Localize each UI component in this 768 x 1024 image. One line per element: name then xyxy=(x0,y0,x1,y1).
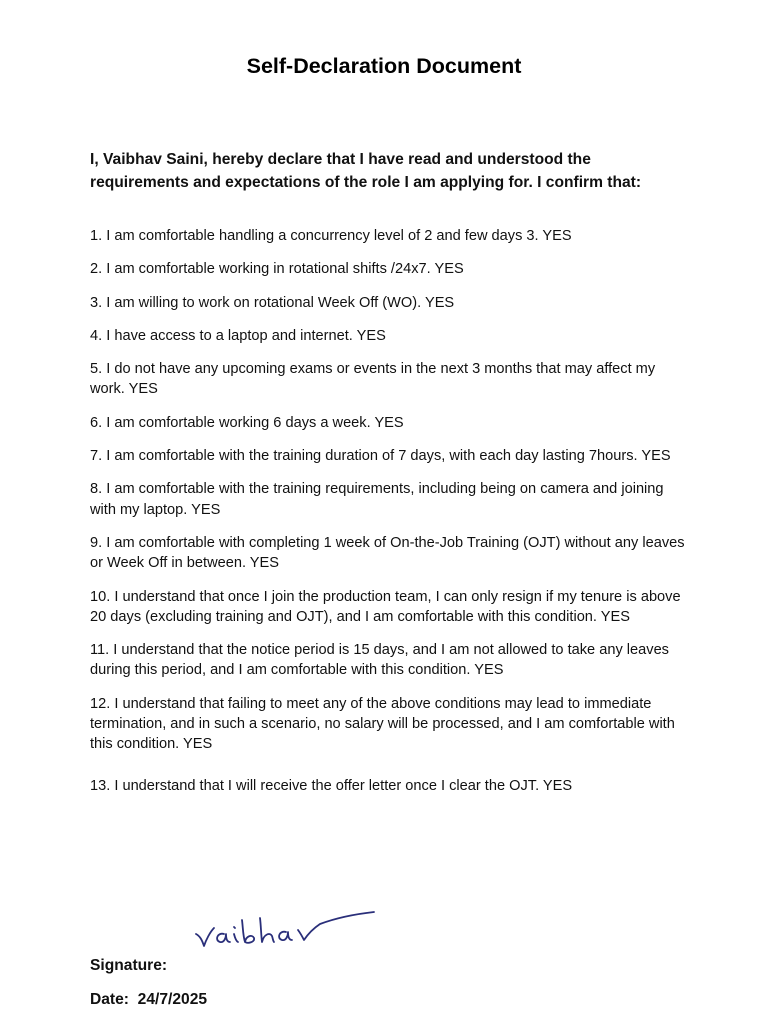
declaration-item-7: 7. I am comfortable with the training duration of 7 days, with each day lasting 7hours. YES xyxy=(90,448,671,465)
declaration-item-13: 13. I understand that I will receive the offer letter once I clear the OJT. YES xyxy=(90,777,573,794)
declaration-item-2: 2. I am comfortable working in rotational shifts /24x7. YES xyxy=(90,261,464,278)
declaration-item-3: 3. I am willing to work on rotational Week Off (WO). YES xyxy=(90,294,455,311)
declaration-list xyxy=(90,226,688,809)
declaration-item-6: 6. I am comfortable working 6 days a week. YES xyxy=(90,414,404,431)
document-title: Self-Declaration Document xyxy=(246,54,522,78)
signature-label: Signature: xyxy=(90,957,168,974)
date-value: 24/7/2025 xyxy=(137,991,208,1008)
declaration-intro: I, Vaibhav Saini, hereby declare that I have read and understood the requirements and expectations of the role I am applying for. I confirm that: xyxy=(90,151,642,191)
declaration-item-8: 8. I am comfortable with the training requirements, including being on camera and joining with my laptop. YES xyxy=(90,481,664,518)
declaration-item-11: 11. I understand that the notice period is 15 days, and I am not allowed to take any leaves during this period, and I am comfortable with this condition. YES xyxy=(90,642,669,679)
declaration-item-4: 4. I have access to a laptop and internet. YES xyxy=(90,327,386,344)
declaration-item-5: 5. I do not have any upcoming exams or events in the next 3 months that may affect my work. YES xyxy=(90,361,656,398)
declaration-item-9: 9. I am comfortable with completing 1 week of On-the-Job Training (OJT) without any leaves or Week Off in between. YES xyxy=(90,534,685,572)
date-row xyxy=(90,989,207,1011)
declaration-item-10: 10. I understand that once I join the production team, I can only resign if my tenure is above 20 days (excluding training and OJT), and I am comfortable with this condition. YES xyxy=(90,588,681,625)
declaration-item-12: 12. I understand that failing to meet any of the above conditions may lead to immediate termination, and in such a scenario, no salary will be processed, and I am comfortable with this condition. YES xyxy=(90,695,675,753)
date-label: Date: xyxy=(90,991,129,1008)
declaration-item-1: 1. I am comfortable handling a concurrency level of 2 and few days 3. YES xyxy=(90,228,572,244)
handwritten-signature xyxy=(190,900,380,956)
